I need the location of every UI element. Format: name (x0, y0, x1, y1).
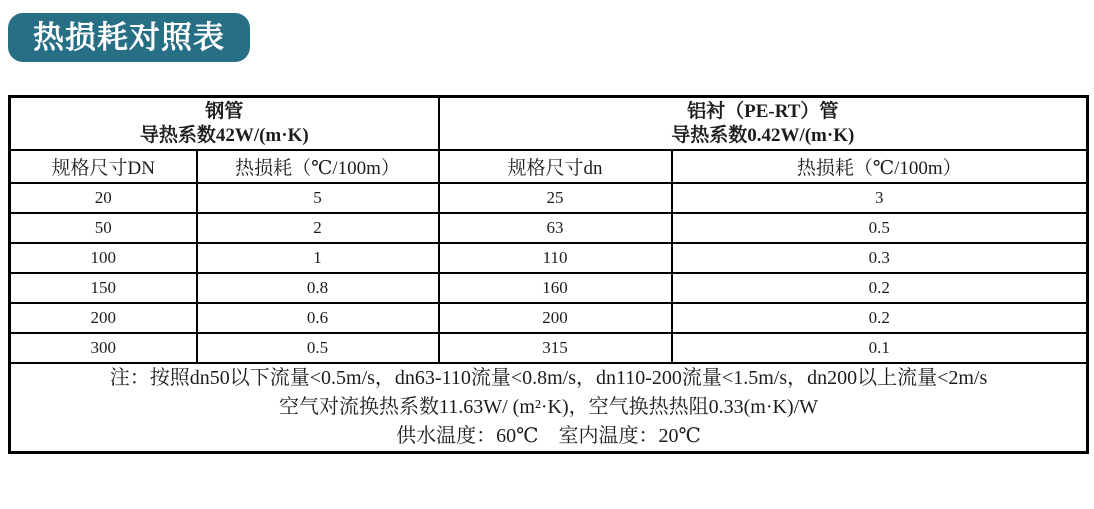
cell-heatloss: 1 (197, 243, 439, 273)
note-line-temperatures: 供水温度：60℃ 室内温度：20℃ (396, 425, 701, 447)
cell-dn: 20 (10, 183, 197, 213)
notes-row (10, 363, 1088, 453)
cell-heatloss: 5 (197, 183, 439, 213)
cell-dn-pert: 110 (439, 243, 672, 273)
column-header-size-dn-pert: 规格尺寸dn (439, 150, 672, 183)
cell-dn: 200 (10, 303, 197, 333)
cell-dn-pert: 200 (439, 303, 672, 333)
notes-cell (10, 363, 1088, 453)
group-coefficient-pert: 导热系数0.42W/(m·K) (671, 124, 855, 146)
cell-dn-pert: 25 (439, 183, 672, 213)
cell-dn: 150 (10, 273, 197, 303)
column-header-heatloss-steel: 热损耗（℃/100m） (197, 150, 439, 183)
cell-dn: 300 (10, 333, 197, 363)
cell-heatloss-pert: 0.3 (672, 243, 1088, 273)
cell-dn-pert: 315 (439, 333, 672, 363)
table-row (10, 333, 1088, 363)
table-row (10, 243, 1088, 273)
column-header-size-dn: 规格尺寸DN (10, 150, 197, 183)
cell-dn: 50 (10, 213, 197, 243)
note-line-flow-rates: 注：按照dn50以下流量<0.5m/s，dn63-110流量<0.8m/s，dn110-200流量<1.5m/s，dn200以上流量<2m/s (109, 367, 988, 389)
cell-heatloss-pert: 0.2 (672, 303, 1088, 333)
cell-heatloss-pert: 0.1 (672, 333, 1088, 363)
column-header-row (10, 150, 1088, 183)
group-name-pert: 铝衬（PE-RT）管 (687, 100, 839, 122)
group-coefficient-steel: 导热系数42W/(m·K) (139, 124, 309, 146)
group-header-steel-pipe (10, 97, 439, 151)
group-name-steel: 钢管 (205, 100, 244, 122)
cell-heatloss-pert: 3 (672, 183, 1088, 213)
table-row (10, 183, 1088, 213)
cell-dn: 100 (10, 243, 197, 273)
group-header-row (10, 97, 1088, 151)
cell-heatloss: 0.6 (197, 303, 439, 333)
table-row (10, 303, 1088, 333)
group-header-pert-pipe (439, 97, 1088, 151)
heat-loss-comparison-table (8, 95, 1089, 454)
cell-heatloss-pert: 0.5 (672, 213, 1088, 243)
note-line-heat-transfer: 空气对流换热系数11.63W/ (m²·K)，空气换热热阻0.33(m·K)/W (278, 396, 819, 418)
cell-dn-pert: 63 (439, 213, 672, 243)
cell-dn-pert: 160 (439, 273, 672, 303)
table-row (10, 273, 1088, 303)
cell-heatloss: 0.5 (197, 333, 439, 363)
cell-heatloss-pert: 0.2 (672, 273, 1088, 303)
cell-heatloss: 0.8 (197, 273, 439, 303)
cell-heatloss: 2 (197, 213, 439, 243)
table-row (10, 213, 1088, 243)
title-badge: 热损耗对照表 (8, 13, 250, 62)
column-header-heatloss-pert: 热损耗（℃/100m） (672, 150, 1088, 183)
